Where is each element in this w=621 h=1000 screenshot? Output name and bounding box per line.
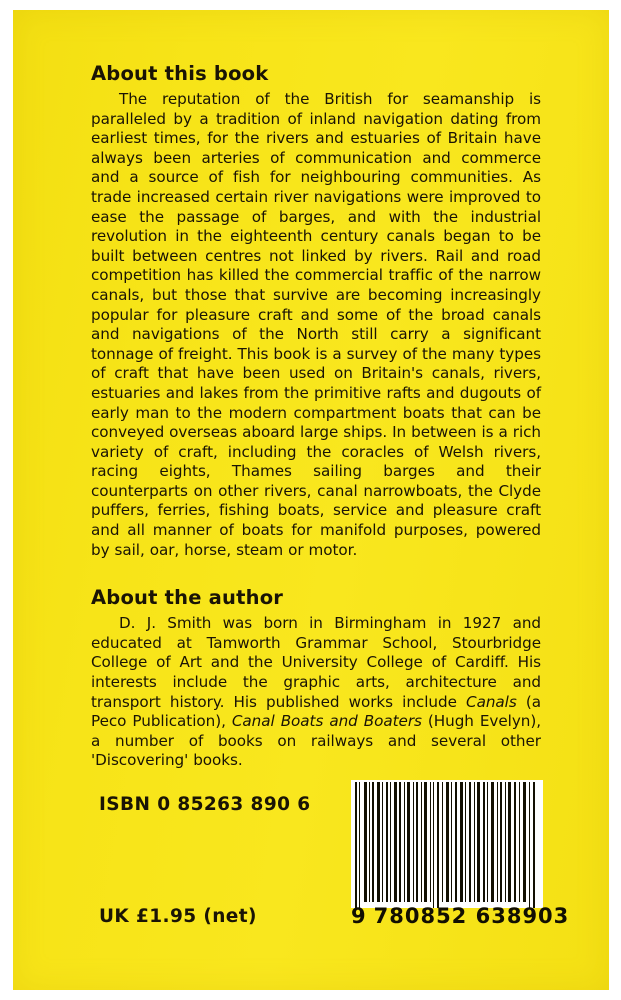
- author-title-canal-boats-and-boaters: Canal Boats and Boaters: [231, 712, 422, 731]
- price-text: UK £1.95 (net): [99, 906, 257, 927]
- cover-text-content: [91, 62, 541, 771]
- about-author-heading: About the author: [91, 586, 284, 610]
- about-book-heading: About this book: [91, 62, 269, 85]
- isbn-text: ISBN 0 85263 890 6: [99, 794, 311, 815]
- barcode-lead-digit: 9: [351, 904, 367, 928]
- barcode: [351, 780, 570, 940]
- author-text-part-1: D. J. Smith was born in Birmingham in 1927 and educated at Tamworth Grammar School, Stourbridge College of Art and the University College of Cardiff. His interests include the graphic arts, architecture and transport history. His published works include: [91, 614, 541, 711]
- about-book-text: The reputation of the British for seamanship is paralleled by a tradition of inland navigation dating from earliest times, for the rivers and estuaries of Britain have always been arteries of communication and commerce and a source of fish for neighbouring communities. As trade increased certain river navigations were improved to ease the passage of barges, and with the industrial revolution in the eighteenth century canals began to be built between centres not linked by rivers. Rail and road competition has killed the commercial traffic of the narrow canals, but those that survive are becoming increasingly popular for pleasure craft and some of the broad canals and navigations of the North still carry a significant tonnage of freight. This book is a survey of the many types of craft that have been used on Britain's canals, rivers, estuaries and lakes from the primitive rafts and dugouts of early man to the modern compartment boats that can be conveyed overseas aboard large ships. In between is a rich variety of craft, including the coracles of Welsh rivers, racing eights, Thames sailing barges and their counterparts on other rivers, canal narrowboats, the Clyde puffers, ferries, fishing boats, service and pleasure craft and all manner of boats for manifold purposes, powered by sail, oar, horse, steam or motor.: [91, 90, 541, 559]
- author-text-part-2: (a Peco Publication),: [91, 692, 541, 731]
- book-back-cover: [13, 10, 609, 990]
- barcode-number: [351, 904, 570, 928]
- about-author-text: [91, 614, 541, 771]
- barcode-bars: [351, 780, 543, 908]
- author-title-canals: Canals: [466, 692, 517, 711]
- about-author-block: [91, 586, 541, 771]
- barcode-main-digits: 780852 638903: [373, 904, 570, 928]
- cover-footer: [91, 780, 570, 950]
- author-text-part-3: (Hugh Evelyn), a number of books on railways and several other 'Discovering' books.: [91, 712, 542, 770]
